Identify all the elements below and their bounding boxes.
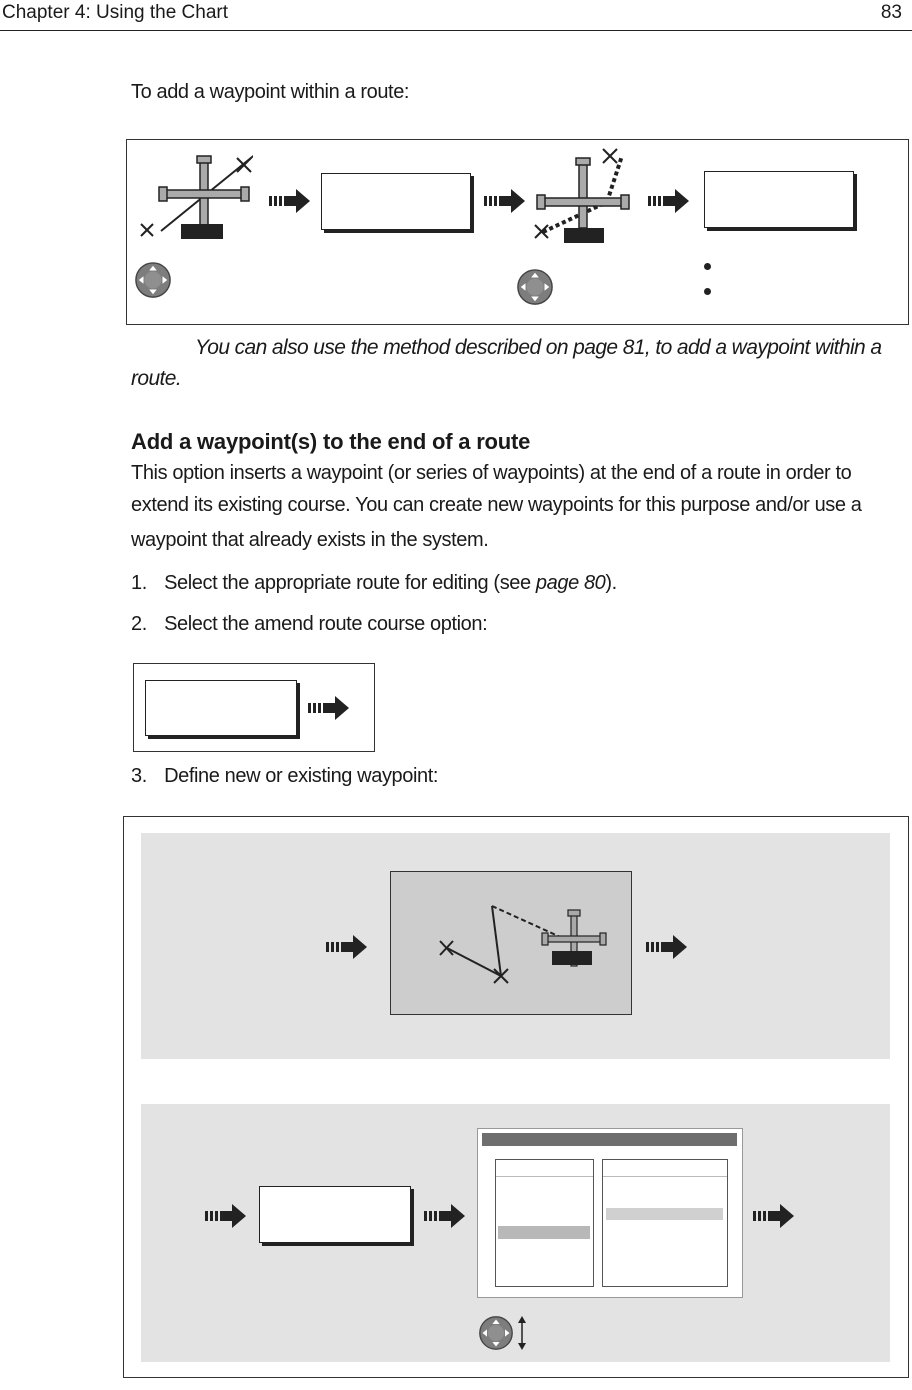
note-line-2: route. <box>131 367 182 390</box>
chart-cursor-dashed-icon <box>527 146 637 256</box>
use-waypoint-softkey[interactable] <box>259 1186 411 1243</box>
step-text: Select the amend route course option: <box>164 613 488 635</box>
paragraph-line: waypoint that already exists in the system. <box>131 529 489 551</box>
chart-cursor-icon <box>133 148 253 248</box>
selected-list-item[interactable] <box>606 1208 723 1220</box>
step-1 <box>131 568 617 599</box>
dashed-right-arrow-icon <box>308 695 350 721</box>
step-number: 2. <box>131 613 147 635</box>
new-waypoint-panel <box>141 833 890 1059</box>
trackpad-icon[interactable] <box>516 268 554 306</box>
bullet <box>704 263 711 270</box>
waypoint-list-dialog <box>477 1128 743 1298</box>
dashed-right-arrow-icon <box>646 934 688 960</box>
existing-waypoint-panel <box>141 1104 890 1362</box>
page-number: 83 <box>880 2 902 23</box>
dashed-right-arrow-icon <box>269 188 311 214</box>
trackpad-icon[interactable] <box>478 1315 514 1351</box>
page-link[interactable]: page 80 <box>535 572 606 594</box>
step-number: 1. <box>131 572 147 594</box>
step-number: 3. <box>131 765 147 787</box>
step-text-end: ). <box>605 572 617 594</box>
chart-window[interactable] <box>390 871 632 1015</box>
define-waypoint-diagram <box>123 816 909 1378</box>
note-line-1: You can also use the method described on page 81, to add a waypoint within a <box>195 336 882 359</box>
route-chart-icon <box>391 872 631 1014</box>
dashed-right-arrow-icon <box>648 188 690 214</box>
amend-route-diagram <box>133 663 375 752</box>
waypoint-list[interactable] <box>602 1159 728 1287</box>
dialog-title-bar <box>482 1133 737 1146</box>
trackpad-icon[interactable] <box>134 261 172 299</box>
step-text: Select the appropriate route for editing (see <box>164 572 536 594</box>
amend-course-softkey[interactable] <box>145 680 297 736</box>
dashed-right-arrow-icon <box>205 1203 247 1229</box>
bullet <box>704 288 711 295</box>
step-2 <box>131 609 487 640</box>
softkey-button[interactable] <box>704 171 854 228</box>
page-header <box>0 0 912 31</box>
dashed-right-arrow-icon <box>484 188 526 214</box>
add-waypoint-diagram <box>126 139 909 325</box>
intro-text: To add a waypoint within a route: <box>131 81 410 103</box>
section-heading: Add a waypoint(s) to the end of a route <box>131 429 531 454</box>
dashed-right-arrow-icon <box>753 1203 795 1229</box>
paragraph-line: extend its existing course. You can create new waypoints for this purpose and/or use a <box>131 494 862 516</box>
dashed-right-arrow-icon <box>424 1203 466 1229</box>
chapter-title: Chapter 4: Using the Chart <box>2 2 229 23</box>
dashed-right-arrow-icon <box>326 934 368 960</box>
step-3 <box>131 761 438 792</box>
up-down-arrow-icon <box>515 1315 529 1351</box>
selected-list-item[interactable] <box>498 1226 590 1239</box>
softkey-button[interactable] <box>321 173 471 230</box>
step-text: Define new or existing waypoint: <box>164 765 439 787</box>
paragraph-line: This option inserts a waypoint (or series of waypoints) at the end of a route in order to <box>131 462 852 484</box>
waypoint-group-list[interactable] <box>495 1159 594 1287</box>
